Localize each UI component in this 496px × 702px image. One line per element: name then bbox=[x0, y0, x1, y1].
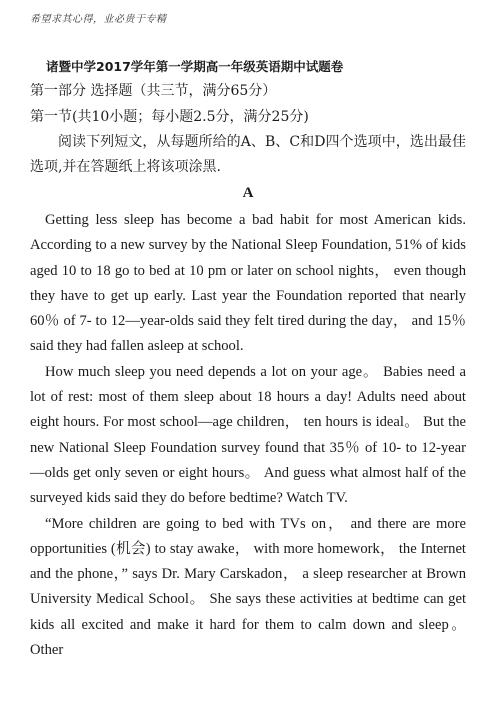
paragraph: “More children are going to bed with TVs on， and there are more opportunities (机会) to stay awake， with more homework， the Internet and the phone，” says Dr. Mary Carskadon， a sleep researcher at Brown University Medical School。 She says these activities at bedtime can get kids all excited and make it hard for them to calm down and sleep。 Other bbox=[30, 515, 466, 659]
passage-body bbox=[30, 208, 466, 663]
paragraph: How much sleep you need depends a lot on your age。 Babies need a lot of rest: most of them sleep about 18 hours a day! Adults need about eight hours. For most school—age children， ten hours is ideal。 But the new National Sleep Foundation survey found that 35％ of 10- to 12-year—olds get only seven or eight hours。 And guess what almost half of the surveyed kids said they do before bedtime? Watch TV. bbox=[30, 363, 466, 507]
section-heading: 第一节(共10小题；每小题2.5分，满分25分) bbox=[30, 109, 309, 125]
instructions: 阅读下列短文，从每题所给的A、B、C和D四个选项中，选出最佳选项,并在答题纸上将该项涂黑. bbox=[30, 134, 466, 175]
part-heading: 第一部分 选择题（共三节，满分65分） bbox=[30, 83, 277, 99]
paragraph: Getting less sleep has become a bad habit for most American kids. According to a new survey by the National Sleep Foundation, 51% of kids aged 10 to 18 go to bed at 10 pm or later on school nights， even though they have to get up early. Last year the Foundation reported that nearly 60％ of 7- to 12—year-olds said they felt tired during the day， and 15％ said they had fallen asleep at school. bbox=[30, 212, 466, 355]
header-note: 希望求其心得，业必贵于专精 bbox=[30, 14, 167, 25]
exam-title: 诸暨中学2017学年第一学期高一年级英语期中试题卷 bbox=[46, 59, 344, 74]
passage-label: A bbox=[242, 185, 254, 201]
